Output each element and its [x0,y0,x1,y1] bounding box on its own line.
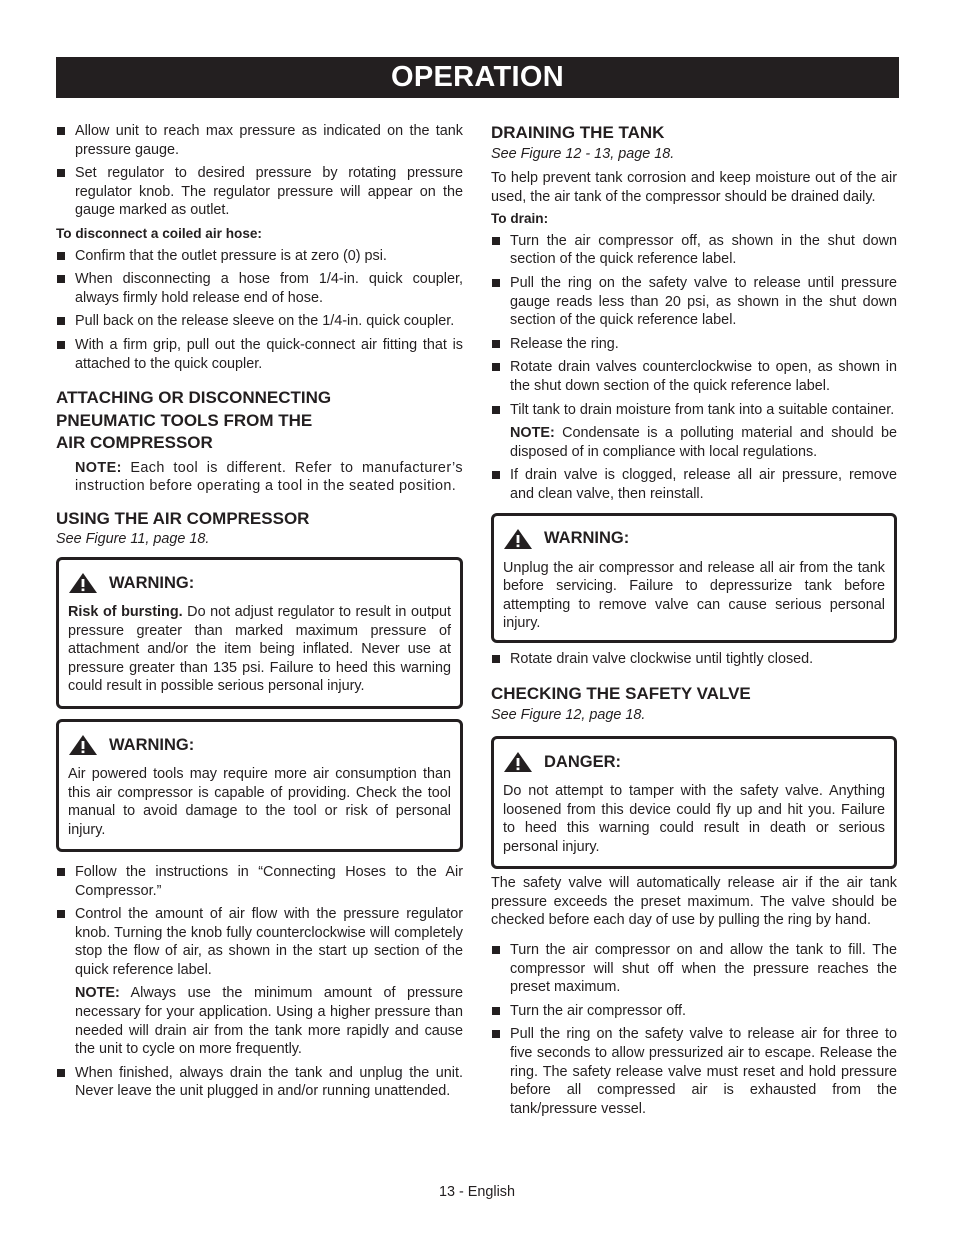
danger-box [491,736,897,869]
note-label: NOTE: [75,459,122,476]
bullet-item: Pull the ring on the safety valve to release until pressure gauge reads less than 20 psi, as shown in the shut down section of the quick reference label. [491,274,897,330]
bullet-item: Control the amount of air flow with the pressure regulator knob. Turning the knob fully counterclockwise will completely stop the flow of air, as shown in the start up section of the quick reference label. [56,905,463,979]
bullet-item: Pull the ring on the safety valve to release air for three to five seconds to allow pressurized air to escape. Release the ring. The safety release valve must reset and hold pressure before all compressed air is exhausted from the tank/pressure vessel. [491,1025,897,1118]
bullet-item: Tilt tank to drain moisture from tank into a suitable container. [491,401,897,420]
bullet-item: Allow unit to reach max pressure as indicated on the tank pressure gauge. [56,122,463,159]
safety-heading: CHECKING THE SAFETY VALVE [491,684,751,704]
bullet-item: Rotate drain valves counterclockwise to open, as shown in the shut down section of the quick reference label. [491,358,897,395]
bullet-item: Turn the air compressor on and allow the tank to fill. The compressor will shut off when the pressure reaches the preset maximum. [491,941,897,997]
drain-heading: DRAINING THE TANK [491,123,665,142]
warning-title: WARNING: [109,735,195,754]
warning-triangle-icon [68,572,98,594]
note-text: Condensate is a polluting material and should be disposed of in compliance with local regulations. [510,425,897,460]
disconnect-subheading: To disconnect a coiled air hose: [56,225,262,241]
bullet-item: Confirm that the outlet pressure is at zero (0) psi. [56,247,463,266]
danger-title: DANGER: [544,752,621,771]
using-note [56,984,463,1058]
warning-triangle-icon [68,734,98,756]
bullet-item: With a firm grip, pull out the quick-connect air fitting that is attached to the quick coupler. [56,336,463,373]
banner-title: OPERATION [391,61,564,93]
bullet-item: When disconnecting a hose from 1/4-in. quick coupler, always firmly hold release end of hose. [56,270,463,307]
safety-intro: The safety valve will automatically release air if the air tank pressure exceeds the preset maximum. The valve should be checked before each day of use by pulling the ring by hand. [491,875,897,929]
bullet-item: Turn the air compressor off, as shown in the shut down section of the quick reference label. [491,232,897,269]
warning-box [56,557,463,709]
section-banner [56,57,899,98]
danger-body: Do not attempt to tamper with the safety valve. Anything loosened from this device could fly up and hit you. Failure to heed this warning could result in death or serious personal injury. [503,783,885,856]
warning-box [491,513,897,643]
warning-body: Unplug the air compressor and release all air from the tank before servicing. Failure to depressurize tank before attempting to remove valve can cause serious personal injury. [503,559,885,632]
note-text: Each tool is different. Refer to manufacturer’s instruction before operating a tool in the seated position. [75,459,463,495]
bullet-item: Rotate drain valve clockwise until tightly closed. [491,650,897,669]
bullet-item: If drain valve is clogged, release all air pressure, remove and clean valve, then reinstall. [491,466,897,503]
attach-heading-line: PNEUMATIC TOOLS FROM THE [56,410,313,430]
attach-heading-line: ATTACHING OR DISCONNECTING [56,388,332,408]
note-label: NOTE: [75,985,120,1002]
attach-heading-line: AIR COMPRESSOR [56,433,213,453]
warning-title: WARNING: [109,573,195,592]
warning-body: Do not adjust regulator to result in output pressure greater than marked maximum pressure of attachment and/or the item being inflated. Never use at pressure greater than 135 psi. Failure to heed this warning could result in possible serious personal injury. [68,603,451,695]
drain-note [491,424,897,461]
bullet-item: Pull back on the release sleeve on the 1/4-in. quick coupler. [56,312,463,331]
attach-note [56,459,463,496]
warning-triangle-icon [503,751,533,773]
warning-lead: Risk of bursting. [68,603,183,620]
bullet-item: Turn the air compressor off. [491,1002,897,1021]
safety-figure-ref: See Figure 12, page 18. [491,706,646,723]
warning-header [68,734,451,756]
right-column [491,122,897,1123]
warning-body: Air powered tools may require more air consumption than this air compressor is capable of providing. Check the tool manual to avoid damage to the tool or risk of personal injury. [68,765,451,838]
bullet-item: When finished, always drain the tank and unplug the unit. Never leave the unit plugged in and/or running unattended. [56,1064,463,1101]
bullet-item: Set regulator to desired pressure by rotating pressure regulator knob. The regulator pressure will appear on the gauge marked as outlet. [56,164,463,220]
to-drain-subheading: To drain: [491,211,549,227]
note-label: NOTE: [510,425,555,442]
warning-header [503,528,885,550]
drain-intro: To help prevent tank corrosion and keep moisture out of the air used, the air tank of the compressor should be drained daily. [491,170,897,205]
page-footer [0,1184,954,1200]
warning-header [68,572,451,594]
warning-box [56,719,463,852]
bullet-item: Follow the instructions in “Connecting Hoses to the Air Compressor.” [56,863,463,900]
page-number: 13 - English [439,1184,515,1200]
warning-title: WARNING: [544,529,630,548]
warning-text [68,603,451,696]
bullet-item: Release the ring. [491,335,897,354]
note-text: Always use the minimum amount of pressure necessary for your application. Using a higher pressure than needed will drain air from the tank more rapidly and cause the unit to cycle on more frequently. [75,985,463,1058]
using-figure-ref: See Figure 11, page 18. [56,531,210,548]
attach-heading [56,387,463,455]
using-heading: USING THE AIR COMPRESSOR [56,508,310,528]
warning-triangle-icon [503,528,533,550]
left-column [56,122,463,1106]
using-steps [56,863,463,1101]
danger-header [503,751,885,773]
drain-figure-ref: See Figure 12 - 13, page 18. [491,145,675,162]
